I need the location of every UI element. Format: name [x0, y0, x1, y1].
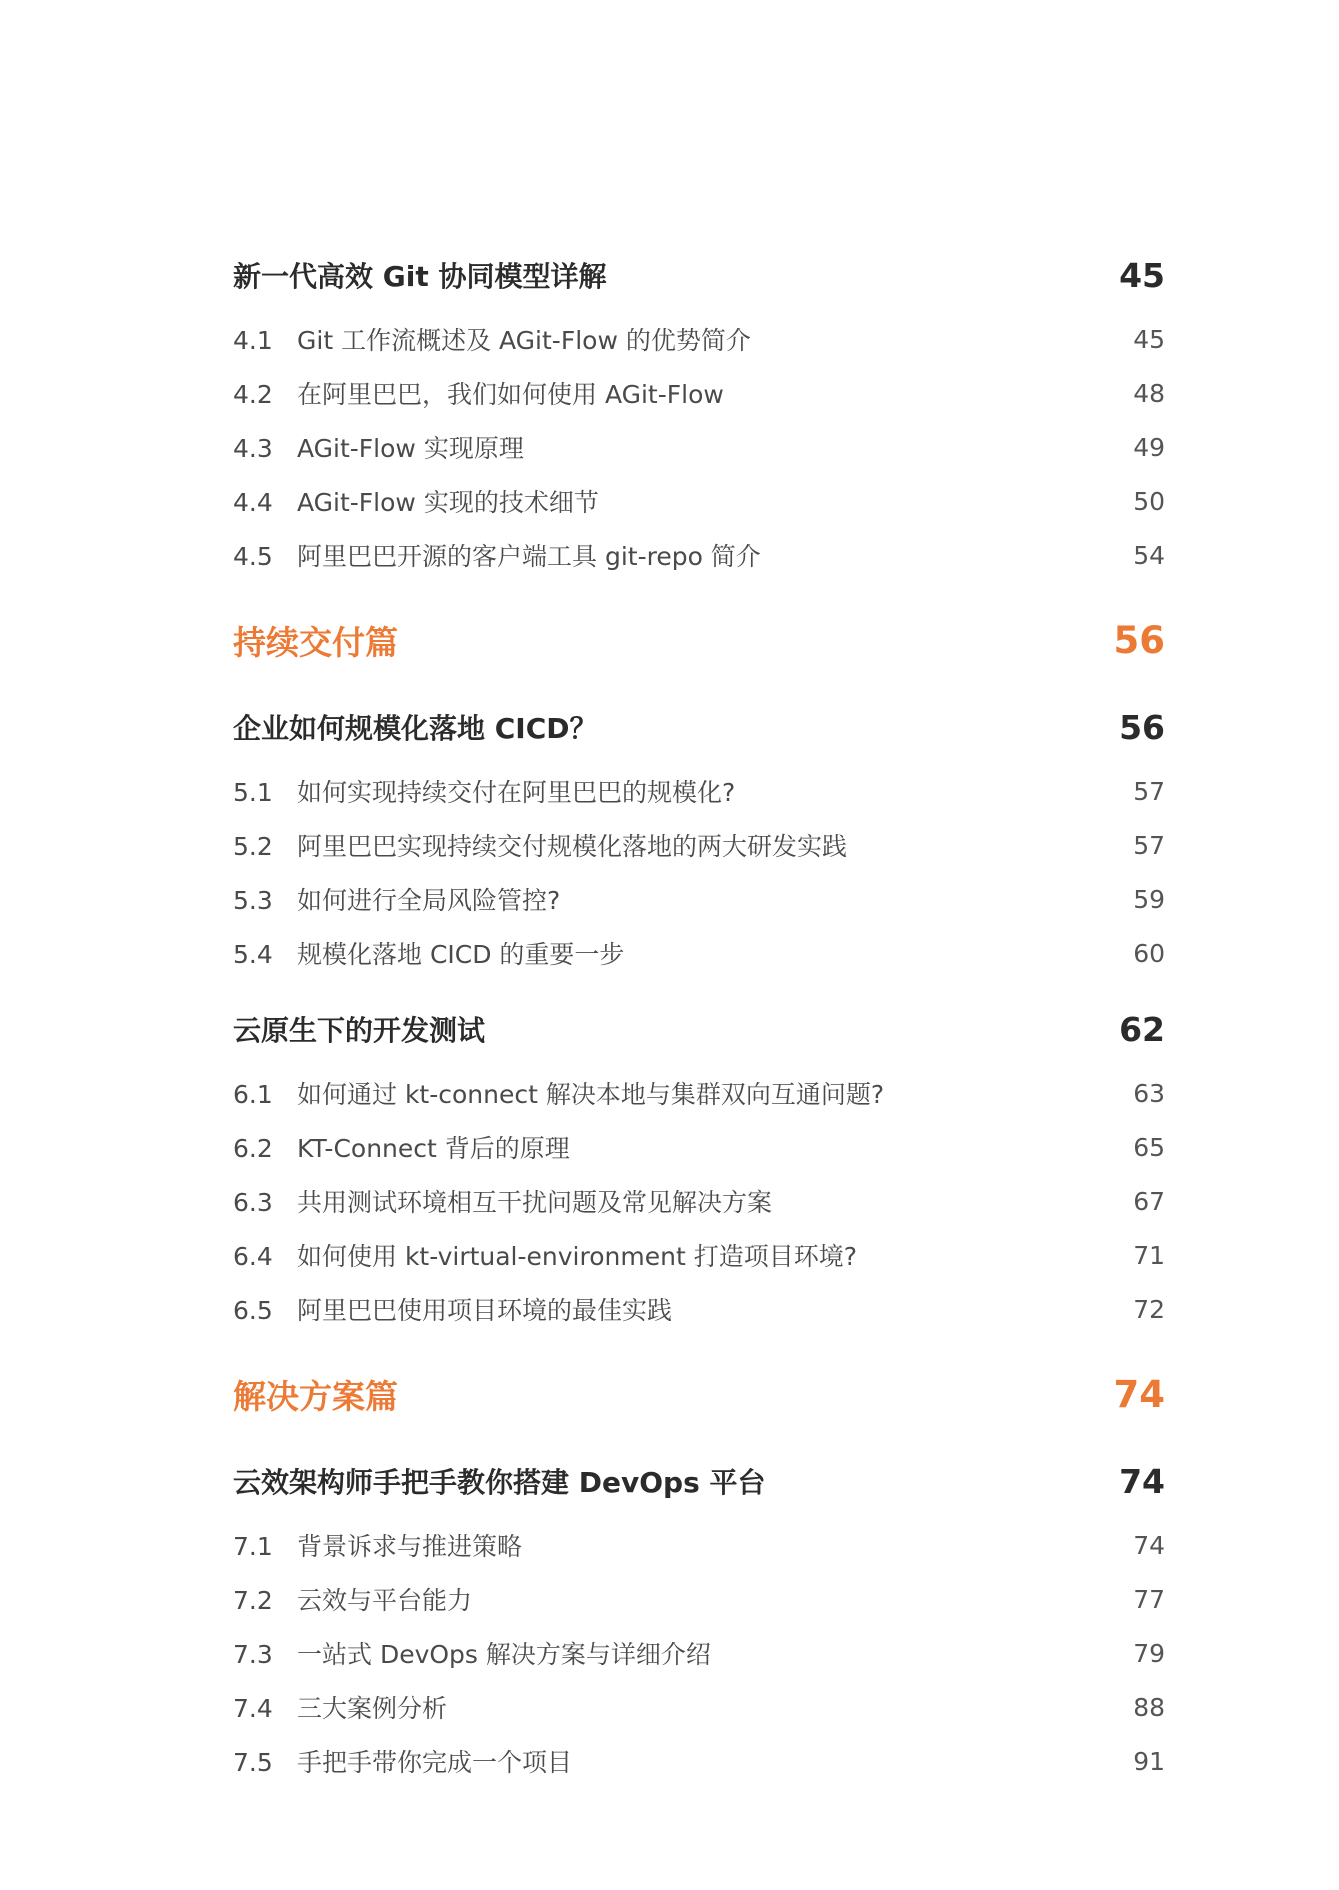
page-number: 88 [1133, 1692, 1165, 1722]
section-title: 如何进行全局风险管控? [297, 886, 561, 915]
section-number: 7.4 [233, 1694, 273, 1723]
toc-section-label [233, 1129, 570, 1165]
page-number: 77 [1133, 1584, 1165, 1614]
toc-chapter-row[interactable] [233, 690, 1165, 764]
toc-section-row[interactable] [233, 528, 1165, 582]
toc-section-row[interactable] [233, 1680, 1165, 1734]
section-number: 4.3 [233, 434, 273, 463]
section-number: 7.3 [233, 1640, 273, 1669]
chapter-title: 新一代高效 Git 协同模型详解 [233, 260, 607, 293]
toc-section-row[interactable] [233, 420, 1165, 474]
toc-section-row[interactable] [233, 312, 1165, 366]
table-of-contents [233, 238, 1165, 1788]
page-number: 57 [1133, 776, 1165, 806]
page-number: 49 [1133, 432, 1165, 462]
section-title: KT-Connect 背后的原理 [297, 1134, 570, 1163]
section-number: 5.4 [233, 940, 273, 969]
page-number: 71 [1133, 1240, 1165, 1270]
toc-section-row[interactable] [233, 1572, 1165, 1626]
part-title: 解决方案篇 [233, 1376, 398, 1416]
page-number: 54 [1133, 540, 1165, 570]
toc-section-label [233, 1527, 522, 1563]
toc-section-row[interactable] [233, 872, 1165, 926]
toc-section-label [233, 321, 751, 357]
section-number: 6.2 [233, 1134, 273, 1163]
toc-section-label [233, 375, 724, 411]
section-number: 7.5 [233, 1748, 273, 1777]
chapter-title: 企业如何规模化落地 CICD？ [233, 712, 598, 745]
toc-section-label [233, 827, 847, 863]
toc-section-label [233, 1581, 472, 1617]
spacer [233, 980, 1165, 992]
toc-chapter-row[interactable] [233, 238, 1165, 312]
toc-section-label [233, 1689, 447, 1725]
toc-chapter-row[interactable] [233, 992, 1165, 1066]
toc-section-row[interactable] [233, 764, 1165, 818]
toc-section-label [233, 483, 599, 519]
page-number: 67 [1133, 1186, 1165, 1216]
toc-section-row[interactable] [233, 1228, 1165, 1282]
section-title: 手把手带你完成一个项目 [297, 1748, 573, 1777]
toc-section-label [233, 537, 761, 573]
section-number: 4.1 [233, 326, 273, 355]
section-title: 阿里巴巴实现持续交付规模化落地的两大研发实践 [297, 832, 848, 861]
section-number: 5.3 [233, 886, 273, 915]
toc-chapter-row[interactable] [233, 1444, 1165, 1518]
toc-section-label [233, 1183, 772, 1219]
section-number: 4.2 [233, 380, 273, 409]
section-title: 在阿里巴巴，我们如何使用 AGit-Flow [297, 380, 724, 409]
toc-section-row[interactable] [233, 1174, 1165, 1228]
section-title: AGit-Flow 实现原理 [297, 434, 524, 463]
toc-section-row[interactable] [233, 818, 1165, 872]
toc-section-row[interactable] [233, 366, 1165, 420]
page-number: 59 [1133, 884, 1165, 914]
section-title: AGit-Flow 实现的技术细节 [297, 488, 599, 517]
section-title: 阿里巴巴使用项目环境的最佳实践 [297, 1296, 673, 1325]
page-number: 63 [1133, 1078, 1165, 1108]
toc-section-label [233, 1291, 672, 1327]
section-number: 7.1 [233, 1532, 273, 1561]
section-title: Git 工作流概述及 AGit-Flow 的优势简介 [297, 326, 751, 355]
page-number: 74 [1133, 1530, 1165, 1560]
page-number: 91 [1133, 1746, 1165, 1776]
page-number: 74 [1119, 1461, 1165, 1501]
part-title: 持续交付篇 [233, 622, 398, 662]
toc-section-label [233, 935, 624, 971]
toc-section-label [233, 1075, 884, 1111]
section-title: 阿里巴巴开源的客户端工具 git-repo 简介 [297, 542, 761, 571]
page-number: 62 [1119, 1009, 1165, 1049]
section-title: 一站式 DevOps 解决方案与详细介绍 [297, 1640, 711, 1669]
toc-section-label [233, 773, 735, 809]
page-number: 50 [1133, 486, 1165, 516]
toc-section-row[interactable] [233, 926, 1165, 980]
section-title: 规模化落地 CICD 的重要一步 [297, 940, 625, 969]
section-title: 共用测试环境相互干扰问题及常见解决方案 [297, 1188, 773, 1217]
toc-section-label [233, 1743, 572, 1779]
section-number: 4.5 [233, 542, 273, 571]
page-number: 60 [1133, 938, 1165, 968]
toc-section-row[interactable] [233, 1120, 1165, 1174]
page-number: 45 [1119, 255, 1165, 295]
section-number: 6.5 [233, 1296, 273, 1325]
chapter-title: 云原生下的开发测试 [233, 1014, 486, 1047]
page-number: 74 [1113, 1372, 1165, 1416]
section-title: 云效与平台能力 [297, 1586, 473, 1615]
section-number: 6.1 [233, 1080, 273, 1109]
toc-section-row[interactable] [233, 1626, 1165, 1680]
toc-section-row[interactable] [233, 1734, 1165, 1788]
page-number: 48 [1133, 378, 1165, 408]
page-number: 45 [1133, 324, 1165, 354]
toc-part-row[interactable] [233, 590, 1165, 690]
page-number: 72 [1133, 1294, 1165, 1324]
section-number: 7.2 [233, 1586, 273, 1615]
section-number: 6.4 [233, 1242, 273, 1271]
toc-section-label [233, 429, 524, 465]
section-title: 如何使用 kt-virtual-environment 打造项目环境? [297, 1242, 857, 1271]
page-number: 79 [1133, 1638, 1165, 1668]
section-title: 三大案例分析 [297, 1694, 448, 1723]
section-number: 5.1 [233, 778, 273, 807]
section-number: 4.4 [233, 488, 273, 517]
section-title: 背景诉求与推进策略 [297, 1532, 523, 1561]
section-title: 如何通过 kt-connect 解决本地与集群双向互通问题? [297, 1080, 885, 1109]
toc-section-label [233, 1237, 857, 1273]
section-title: 如何实现持续交付在阿里巴巴的规模化? [297, 778, 736, 807]
page-number: 65 [1133, 1132, 1165, 1162]
toc-section-label [233, 881, 560, 917]
toc-section-row[interactable] [233, 1282, 1165, 1336]
toc-part-row[interactable] [233, 1344, 1165, 1444]
section-number: 6.3 [233, 1188, 273, 1217]
section-number: 5.2 [233, 832, 273, 861]
toc-section-row[interactable] [233, 474, 1165, 528]
chapter-title: 云效架构师手把手教你搭建 DevOps 平台 [233, 1466, 766, 1499]
toc-section-row[interactable] [233, 1518, 1165, 1572]
toc-section-row[interactable] [233, 1066, 1165, 1120]
toc-section-label [233, 1635, 711, 1671]
page-number: 56 [1119, 707, 1165, 747]
page-number: 56 [1113, 618, 1165, 662]
page-number: 57 [1133, 830, 1165, 860]
